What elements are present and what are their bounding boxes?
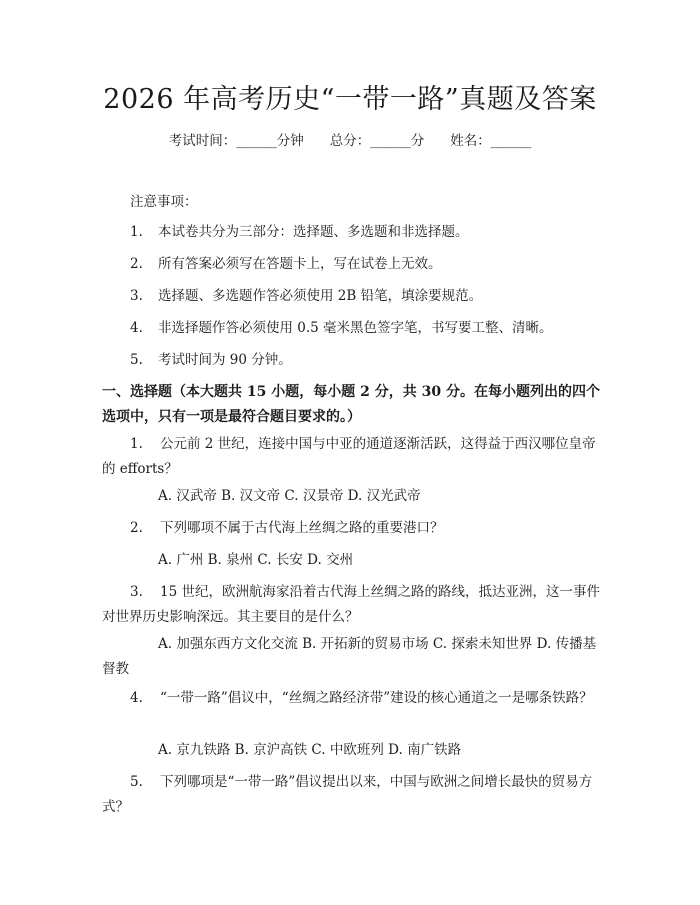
question-4-options: A. 京九铁路 B. 京沪高铁 C. 中欧班列 D. 南广铁路 — [158, 742, 462, 758]
section-heading: 一、选择题（本大题共 15 小题，每小题 2 分，共 30 分。在每小题列出的四个选项中，只有一项是最符合题目要求的。） — [102, 384, 600, 425]
notice-item-text: 所有答案必须写在答题卡上，写在试卷上无效。 — [158, 256, 442, 272]
notice-item — [130, 348, 292, 372]
question-text: 公元前 2 世纪，连接中国与中亚的通道逐渐活跃，这得益于西汉哪位皇帝的 efforts？ — [102, 436, 596, 477]
notice-item-number: 5. — [130, 352, 143, 368]
notice-item-number: 1. — [130, 224, 143, 240]
question-2 — [102, 516, 600, 541]
question-2-options: A. 广州 B. 泉州 C. 长安 D. 交州 — [158, 552, 354, 568]
exam-meta — [0, 130, 700, 152]
notice-item-text: 本试卷共分为三部分：选择题、多选题和非选择题。 — [158, 224, 469, 240]
question-1 — [102, 432, 600, 482]
notice-item-text: 非选择题作答必须使用 0.5 毫米黑色签字笔，书写要工整、清晰。 — [158, 320, 553, 336]
page-title: 2026 年高考历史“一带一路”真题及答案 — [103, 84, 597, 115]
question-5 — [102, 770, 600, 820]
question-3 — [102, 580, 600, 630]
notice-item-number: 3. — [130, 288, 143, 304]
question-number: 5. — [130, 774, 143, 790]
student-name: 姓名：______ — [450, 133, 532, 149]
question-3-options: A. 加强东西方文化交流 B. 开拓新的贸易市场 C. 探索未知世界 D. 传播基督教 — [102, 636, 597, 677]
notice-item — [130, 252, 442, 276]
question-text: 下列哪项不属于古代海上丝绸之路的重要港口？ — [160, 520, 444, 536]
question-number: 1. — [130, 436, 143, 452]
notice-heading: 注意事项： — [130, 194, 198, 210]
question-text: 15 世纪，欧洲航海家沿着古代海上丝绸之路的路线，抵达亚洲，这一事件对世界历史影响深远。其主要目的是什么？ — [102, 584, 600, 625]
question-text: 下列哪项是“一带一路”倡议提出以来，中国与欧洲之间增长最快的贸易方式？ — [102, 774, 593, 815]
question-number: 3. — [130, 584, 143, 600]
exam-time: 考试时间：______分钟 — [168, 133, 304, 149]
total-score: 总分：______分 — [329, 133, 425, 149]
notice-item-text: 考试时间为 90 分钟。 — [158, 352, 292, 368]
notice-item — [130, 316, 553, 340]
question-number: 2. — [130, 520, 143, 536]
question-text: “一带一路”倡议中，“丝绸之路经济带”建设的核心通道之一是哪条铁路？ — [160, 690, 593, 706]
notice-item — [130, 284, 482, 308]
question-1-options: A. 汉武帝 B. 汉文帝 C. 汉景帝 D. 汉光武帝 — [158, 488, 421, 504]
notice-item-number: 2. — [130, 256, 143, 272]
notice-item-number: 4. — [130, 320, 143, 336]
question-number: 4. — [130, 690, 143, 706]
notice-item-text: 选择题、多选题作答必须使用 2B 铅笔，填涂要规范。 — [158, 288, 483, 304]
question-4 — [102, 686, 600, 711]
notice-item — [130, 220, 469, 244]
